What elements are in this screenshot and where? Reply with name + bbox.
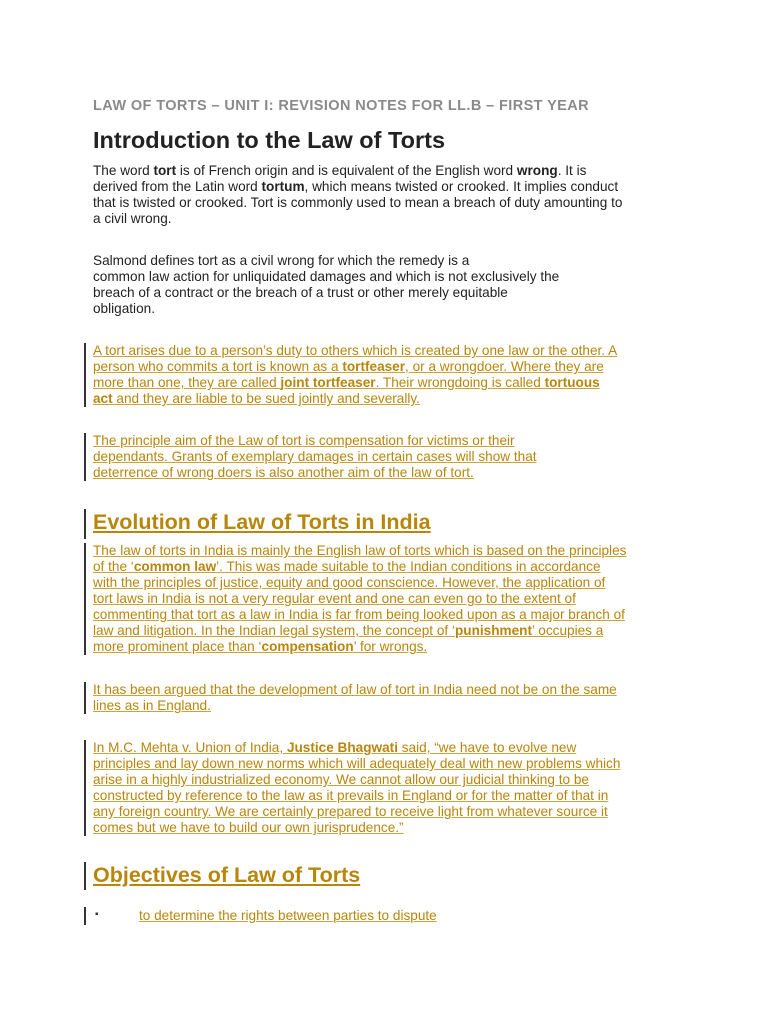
change-bar xyxy=(84,343,86,407)
tort-aim-link[interactable]: The principle aim of the Law of tort is compensation for victims or their dependants. Grants of exemplary damages in certain cases will show that deterrence of wrong doers is also another aim of the law of tort. xyxy=(93,433,537,480)
page-title: Introduction to the Law of Torts xyxy=(93,127,446,153)
change-bar xyxy=(84,433,86,481)
document-header: LAW OF TORTS – UNIT I: REVISION NOTES FOR LL.B – FIRST YEAR xyxy=(93,98,589,114)
tort-definition-link[interactable]: A tort arises due to a person’s duty to others which is created by one law or the other. A person who commits a tort is known as a tortfeaser, or a wrongdoer. Where they are more than one, they are called joint tortfeaser. Their wrongdoing is called tortuous act and they are liable to be sued jointly and severally. xyxy=(93,343,618,406)
objective-item-link[interactable]: to determine the rights between parties to dispute xyxy=(139,908,437,923)
change-bar xyxy=(84,682,86,714)
section-heading-evolution[interactable]: Evolution of Law of Torts in India xyxy=(93,510,431,534)
development-paragraph-link[interactable]: It has been argued that the development of law of tort in India need not be on the same lines as in England. xyxy=(93,682,617,713)
change-bar xyxy=(84,907,86,925)
intro-paragraph-2: Salmond defines tort as a civil wrong for which the remedy is a common law action for unliquidated damages and which is not exclusively the breach of a contract or the breach of a trust or other merely equitable obligation. xyxy=(93,253,560,316)
evolution-paragraph-link[interactable]: The law of torts in India is mainly the English law of torts which is based on the principles of the ‘common law’. This was made suitable to the Indian conditions in accordance with the principles of justice, equity and good conscience. However, the application of tort laws in India is not a very regular event and one can even go to the extent of commenting that tort as a law in India is far from being looked upon as a major branch of law and litigation. In the Indian legal system, the concept of ‘punishment’ occupies a more prominent place than ‘compensation’ for wrongs. xyxy=(93,543,627,654)
bullet-icon: ▪ xyxy=(95,909,99,920)
change-bar xyxy=(84,740,86,836)
mc-mehta-paragraph-link[interactable]: In M.C. Mehta v. Union of India, Justice Bhagwati said, “we have to evolve new principles and lay down new norms which will adequately deal with new problems which arise in a highly industrialized economy. We cannot allow our judicial thinking to be constructed by reference to the law as it prevails in England or for the matter of that in any foreign country. We are certainly prepared to receive light from whatever source it comes but we have to build our own jurisprudence.” xyxy=(93,740,621,835)
section-heading-objectives[interactable]: Objectives of Law of Torts xyxy=(93,863,361,887)
change-bar xyxy=(84,862,86,890)
intro-paragraph-1: The word tort is of French origin and is equivalent of the English word wrong. It is derived from the Latin word tortum, which means twisted or crooked. It implies conduct that is twisted or crooked. Tort is commonly used to mean a breach of duty amounting to a civil wrong. xyxy=(93,163,623,226)
change-bar xyxy=(84,509,86,539)
change-bar xyxy=(84,543,86,655)
